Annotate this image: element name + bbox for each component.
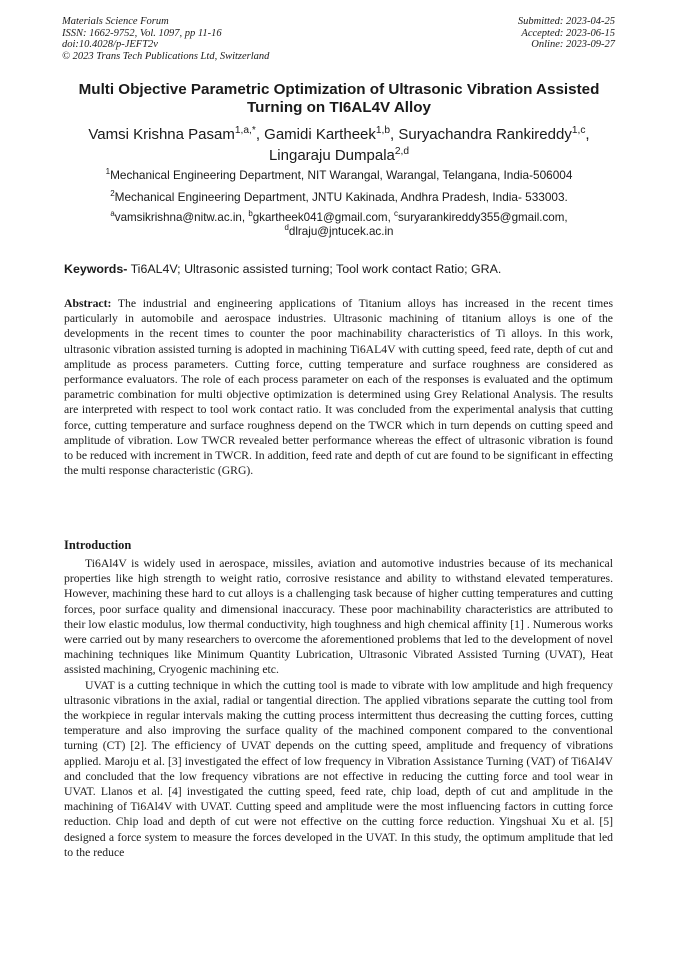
author: Vamsi Krishna Pasam$^{1,a,*}$, <box>88 125 265 143</box>
abstract <box>64 296 613 478</box>
affiliation-1: $^1$Mechanical Engineering Department, NIT Warangal, Warangal, Telangana, India-506004 <box>105 167 573 182</box>
journal-name: Materials Science Forum <box>62 16 169 27</box>
author-list <box>50 124 628 166</box>
paragraph: UVAT is a cutting technique in which the cutting tool is made to vibrate with low amplitude and high frequency ultrasonic vibrations in the axial, radial or tangential direction. The applied vibrations separate the cutting tool from the workpiece in regular intervals making the cutting process intermittent thus decreasing the cutting forces, cutting temperature and also improving the surface quality of the machined component compared to the conventional turning (CT) [2]. The efficiency of UVAT depends on the cutting speed, amplitude and frequency of vibrations applied. Maroju et al. [3] investigated the effect of low frequency in Vibration Assistance Turning (VAT) of Ti6Al4V and concluded that the low frequency vibrations are not effective in reducing the cutting force and tool wear in UVAT. Llanos et al. [4] investigated the cutting speed, feed rate, chip load, depth of cut and amplitude in the machining of Ti6Al4V with UVAT. Cutting speed and amplitude were the most influencing factors in cutting force reduction. Chip load and depth of cut were not effective on the cutting force reduction. Yingshuai Xu et al. [5] designed a force system to measure the forces developed in the UVAT. In this study, the optimum amplitude that led to the reduce <box>64 678 613 859</box>
copyright-line: © 2023 Trans Tech Publications Ltd, Switzerland <box>62 50 270 62</box>
introduction-body <box>64 556 613 860</box>
keywords-text: Ti6AL4V; Ultrasonic assisted turning; Tool work contact Ratio; GRA. <box>127 262 502 276</box>
abstract-text: The industrial and engineering applications of Titanium alloys has increased in the recent times particularly in automobile and aerospace industries. Ultrasonic machining of titanium alloys is one of the developments in the recent times to counter the poor machinability characteristics of Ti alloys. In this work, ultrasonic vibration assisted turning is adopted in machining Ti6AL4V with cutting speed, feed rate, depth of cut and amplitude as process parameters. Cutting force, cutting temperature and surface roughness are considered as performance evaluators. The role of each process parameter on each of the responses is evaluated and the optimum parametric combination for multi objective optimization is determined using Grey Relational Analysis. The results are interpreted with respect to tool work contact ratio. It was concluded from the experimental analysis that cutting force, cutting temperature and surface roughness depend on the TWCR which in turn depends on cutting speed and amplitude of vibration. Low TWCR revealed better performance whereas the effect of ultrasonic vibration is found to be reduced with increment in TWCR. In addition, feed rate and depth of cut are found to be significant in effecting the multi response characteristic (GRG). <box>64 297 613 478</box>
abstract-label: Abstract: <box>64 297 112 310</box>
submitted-date: Submitted: 2023-04-25 <box>517 16 615 27</box>
journal-header-left <box>62 16 269 62</box>
email: $^c$suryarankireddy355@gmail.com, <box>394 209 568 224</box>
issn-line: ISSN: 1662-9752, Vol. 1097, pp 11-16 <box>62 27 222 39</box>
email: $^b$gkartheek041@gmail.com, <box>248 209 395 224</box>
author: Gamidi Kartheek$^{1,b}$, <box>264 125 399 143</box>
section-heading-introduction: Introduction <box>64 538 132 552</box>
online-date: Online: 2023-09-27 <box>531 39 615 50</box>
journal-header-right <box>518 16 615 51</box>
keywords <box>64 262 501 276</box>
paper-title: Multi Objective Parametric Optimization of Ultrasonic Vibration Assisted Turning on TI6AL4V Alloy <box>78 81 600 116</box>
email: $^d$dlraju@jntucek.ac.in <box>284 223 394 238</box>
email: $^a$vamsikrishna@nitw.ac.in, <box>110 209 249 224</box>
affiliation-2: $^2$Mechanical Engineering Department, JNTU Kakinada, Andhra Pradesh, India- 533003. <box>110 189 568 204</box>
author: Lingaraju Dumpala$^{2,d}$ <box>268 146 410 164</box>
doi-line: doi:10.4028/p-JEFT2v <box>62 39 158 50</box>
paragraph: Ti6Al4V is widely used in aerospace, missiles, aviation and automotive industries because of its mechanical properties like high strength to weight ratio, corrosive resistance and ability to withstand elevated temperatures. However, machining these hard to cut alloys is a challenging task because of higher cutting temperatures and cutting forces, poor surface quality and dimensional inaccuracy. These poor machinability characteristics are attributed to their low elastic modulus, low thermal conductivity, high toughness and high chemical affinity [1] . Numerous works were carried out by many researchers to overcome the aforementioned problems that led to the development of novel machining techniques like Minimum Quantity Lubrication, Ultrasonic Vibrated Assisted Turning (UVAT), Heat assisted machining, Cryogenic machining etc. <box>64 557 613 677</box>
author-emails <box>50 211 628 239</box>
author: Suryachandra Rankireddy$^{1,c}$, <box>398 125 590 143</box>
keywords-label: Keywords- <box>64 262 128 276</box>
accepted-date: Accepted: 2023-06-15 <box>521 27 615 39</box>
